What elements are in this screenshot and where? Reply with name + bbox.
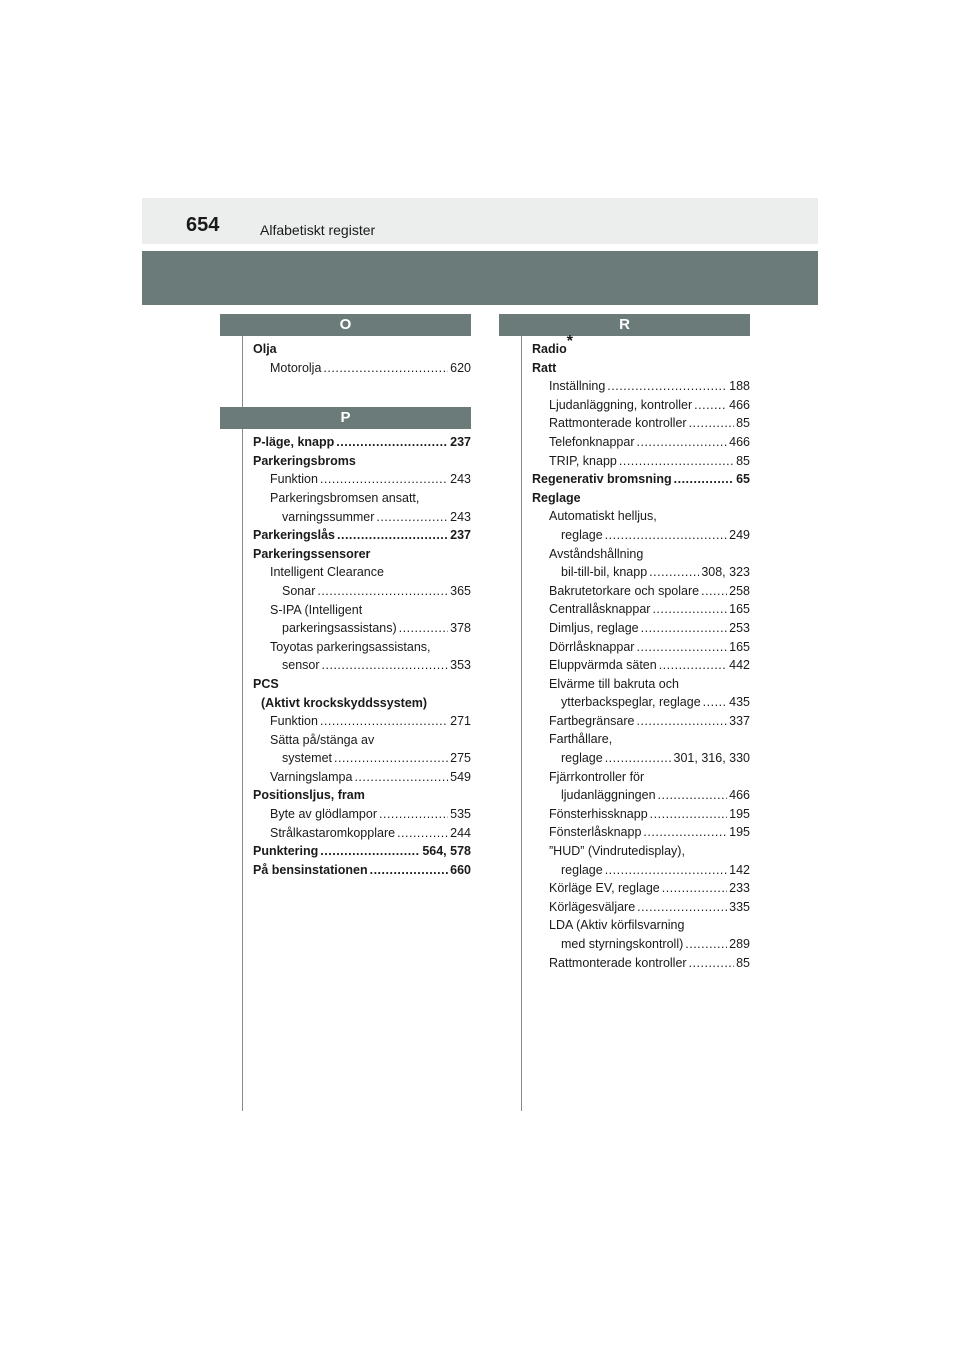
index-entry: Strålkastaromkopplare ..... 244 (253, 824, 471, 843)
index-entry: ljudanläggningen ..... 466 (532, 786, 750, 805)
index-entry: Dimljus, reglage ..... 253 (532, 619, 750, 638)
index-entry: Reglage (532, 490, 581, 505)
index-entry: Avståndshållning (549, 546, 644, 561)
index-entry: Parkeringssensorer (253, 546, 371, 561)
section-letter-r: R (499, 314, 750, 336)
index-entry: Inställning ..... 188 (532, 377, 750, 396)
index-entry: Funktion ..... 243 (253, 470, 471, 489)
index-entry: TRIP, knapp ..... 85 (532, 452, 750, 471)
index-entry: Parkeringsbromsen ansatt, (270, 490, 420, 505)
index-entry: Byte av glödlampor ..... 535 (253, 805, 471, 824)
index-entry: systemet ..... 275 (253, 749, 471, 768)
index-entry: Körläge EV, reglage ..... 233 (532, 879, 750, 898)
footnote-star: * (566, 332, 573, 350)
index-entry: Telefonknappar ..... 466 (532, 433, 750, 452)
index-entry: Fönsterhissknapp ..... 195 (532, 805, 750, 824)
index-entry: reglage ..... 249 (532, 526, 750, 545)
index-entry: ytterbackspeglar, reglage ..... 435 (532, 693, 750, 712)
index-column-left (220, 314, 471, 879)
index-entry: Olja (253, 342, 277, 356)
index-entry: Ratt (532, 360, 557, 375)
index-entry: Rattmonterade kontroller ..... 85 (532, 954, 750, 973)
index-entry: Parkeringsbroms (253, 453, 356, 468)
index-entry: Toyotas parkeringsassistans, (270, 639, 431, 654)
section-letter-p: P (220, 407, 471, 429)
index-entry: bil-till-bil, knapp ..... 308, 323 (532, 563, 750, 582)
index-entry: Centrallåsknappar ..... 165 (532, 600, 750, 619)
index-entry: Eluppvärmda säten ..... 442 (532, 656, 750, 675)
index-entry: ”HUD” (Vindrutedisplay), (549, 844, 685, 859)
index-entry: Radio* (532, 332, 573, 356)
index-entry: Funktion ..... 271 (253, 712, 471, 731)
index-entry: Varningslampa ..... 549 (253, 768, 471, 787)
section-p-entries (220, 429, 471, 879)
section-o-entries (220, 336, 471, 377)
index-entry: PCS (253, 676, 279, 691)
index-entry: LDA (Aktiv körfilsvarning (549, 918, 685, 933)
index-entry: parkeringsassistans) ..... 378 (253, 619, 471, 638)
index-entry: reglage ..... 301, 316, 330 (532, 749, 750, 768)
index-entry: Körlägesväljare ..... 335 (532, 898, 750, 917)
index-entry: Dörrlåsknappar ..... 165 (532, 638, 750, 657)
page-number: 654 (186, 214, 220, 236)
index-entry: Automatiskt helljus, (549, 509, 657, 524)
index-entry: Intelligent Clearance (270, 565, 384, 580)
index-entry: Fjärrkontroller för (549, 769, 645, 784)
index-entry: Fönsterlåsknapp ..... 195 (532, 823, 750, 842)
index-entry: P-läge, knapp ..... 237 (253, 433, 471, 452)
index-entry: (Aktivt krockskyddssystem) (261, 695, 428, 710)
index-entry: Ljudanläggning, kontroller ..... 466 (532, 396, 750, 415)
title-bar (142, 251, 818, 305)
index-entry: Fartbegränsare ..... 337 (532, 712, 750, 731)
index-entry: Farthållare, (549, 732, 613, 747)
section-letter-o: O (220, 314, 471, 336)
index-column-right (499, 314, 750, 972)
index-entry: Regenerativ bromsning ..... 65 (532, 470, 750, 489)
page-title: Alfabetiskt register (260, 222, 376, 238)
index-entry: sensor ..... 353 (253, 656, 471, 675)
header-band (142, 198, 818, 244)
index-entry: med styrningskontroll) ..... 289 (532, 935, 750, 954)
index-entry: varningssummer ..... 243 (253, 508, 471, 527)
section-r-entries (499, 332, 750, 972)
index-entry: Punktering ..... 564, 578 (253, 842, 471, 861)
index-entry: Sonar ..... 365 (253, 582, 471, 601)
index-entry: Parkeringslås ..... 237 (253, 526, 471, 545)
index-entry: reglage ..... 142 (532, 861, 750, 880)
index-entry: Bakrutetorkare och spolare ..... 258 (532, 582, 750, 601)
index-entry: Rattmonterade kontroller ..... 85 (532, 414, 750, 433)
index-entry: Elvärme till bakruta och (549, 676, 679, 691)
index-entry: Positionsljus, fram (253, 788, 365, 803)
index-entry: Sätta på/stänga av (270, 732, 375, 747)
index-entry: På bensinstationen ..... 660 (253, 861, 471, 880)
index-entry: S-IPA (Intelligent (270, 602, 363, 617)
index-entry: Motorolja ..... 620 (253, 359, 471, 378)
